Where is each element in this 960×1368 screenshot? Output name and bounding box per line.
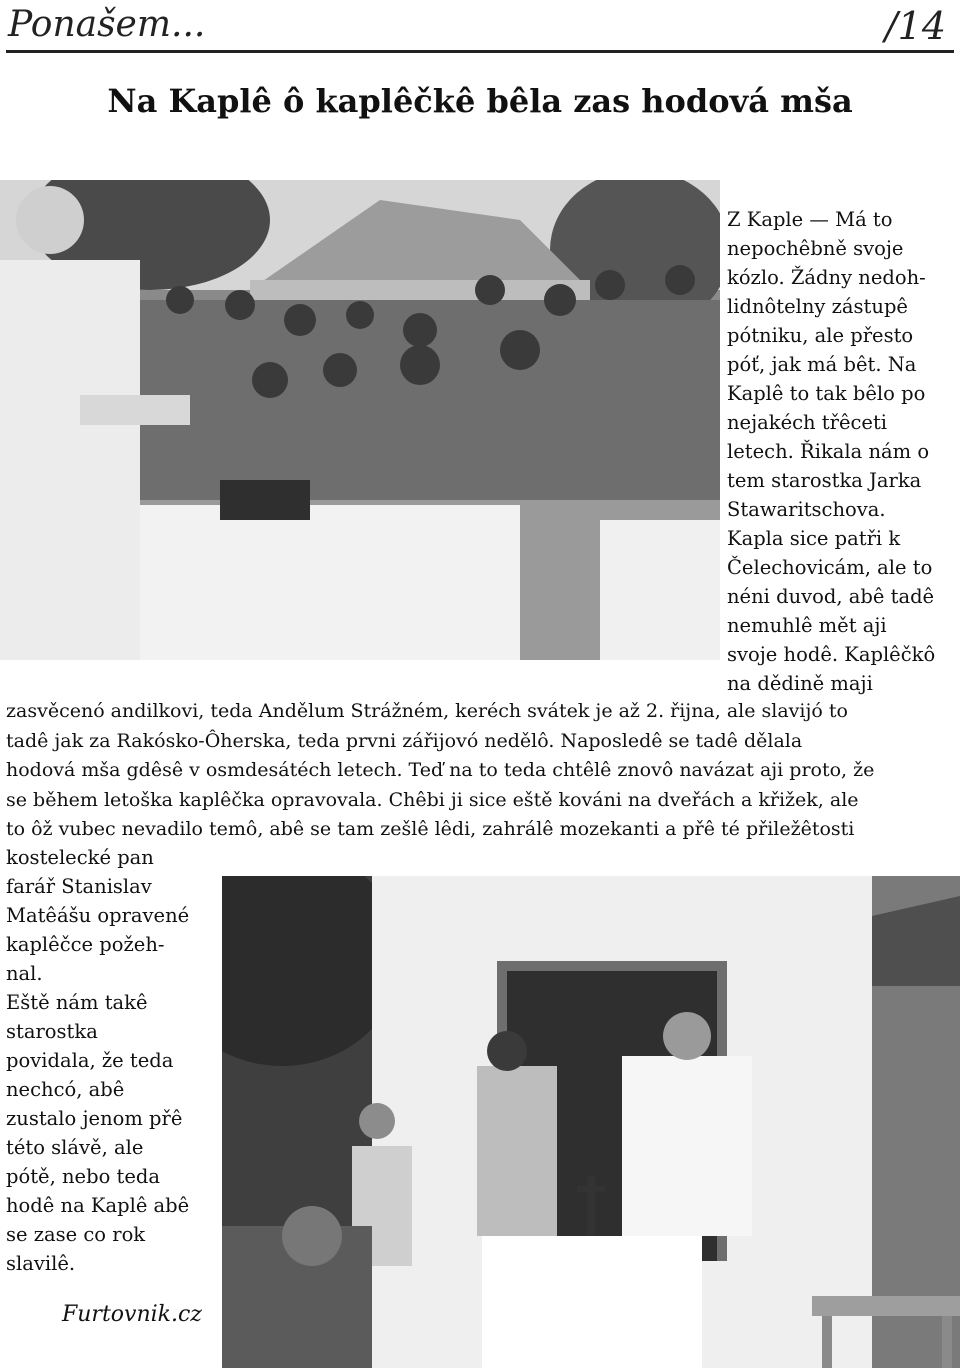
text-line: letech. Řikala nám o	[727, 440, 930, 463]
page-number: /14	[884, 4, 946, 48]
text-line: této slávě, ale	[6, 1136, 144, 1159]
text-line: Stawaritschova.	[727, 498, 886, 521]
text-line: póť, jak má bêt. Na	[727, 353, 917, 376]
text-line: Matêášu opravené	[6, 904, 190, 927]
text-line: nemuhlê mět aji	[727, 614, 887, 637]
article-title: Na Kaplê ô kaplêčkê bêla zas hodová mša	[107, 82, 853, 120]
text-line: na dědině maji	[727, 672, 873, 695]
text-line: slavilê.	[6, 1252, 76, 1275]
text-line: povidala, že teda	[6, 1049, 174, 1072]
text-line: kostelecké pan	[6, 846, 154, 869]
text-line: Čelechovicám, ale to	[727, 556, 933, 579]
text-line: nal.	[6, 962, 43, 985]
text-line: kaplêčce požeh-	[6, 933, 165, 956]
magazine-title: Ponašem...	[8, 4, 206, 45]
text-line: néni duvod, abê tadê	[727, 585, 935, 608]
text-line: starostka	[6, 1020, 98, 1043]
left-column-text	[6, 843, 211, 1278]
text-line: zustalo jenom přê	[6, 1107, 183, 1130]
text-line: nejakéch třêceti	[727, 411, 888, 434]
text-line: se během letoška kaplêčka opravovala. Chêbi ji sice eště kováni na dveřách a křižek, ale	[6, 788, 859, 811]
text-line: hodê na Kaplê abê	[6, 1194, 190, 1217]
page-header	[0, 0, 960, 60]
text-line: pótě, nebo teda	[6, 1165, 161, 1188]
full-width-text	[6, 697, 956, 845]
photo-outdoor-mass	[0, 180, 720, 660]
source-credit: Furtovnik.cz	[62, 1302, 202, 1327]
text-line: Z Kaple — Má to	[727, 208, 893, 231]
text-line: tem starostka Jarka	[727, 469, 922, 492]
text-line: zasvěcenó andilkovi, teda Andělum Strážném, keréch svátek je až 2. řijna, ale slavijó to	[6, 700, 848, 722]
text-line: se zase co rok	[6, 1223, 146, 1246]
text-line: Eště nám takê	[6, 991, 148, 1014]
right-column-text	[727, 205, 957, 698]
text-line: svoje hodê. Kaplêčkô	[727, 643, 936, 666]
text-line: Kapla sice patři k	[727, 527, 901, 550]
text-line: pótniku, ale přesto	[727, 324, 914, 347]
text-line: kózlo. Žádny nedoh-	[727, 266, 926, 289]
photo-chapel-mass	[222, 876, 960, 1368]
text-line: nepochêbně svoje	[727, 237, 904, 260]
text-line: to ôž vubec nevadilo temô, abê se tam zešlê lêdi, zahrálê mozekanti a přê té přiležêtosti	[6, 818, 855, 840]
header-rule	[6, 50, 954, 53]
text-line: Kaplê to tak bêlo po	[727, 382, 926, 405]
text-line: farář Stanislav	[6, 875, 152, 898]
text-line: nechcó, abê	[6, 1078, 125, 1101]
text-line: hodová mša gdêsê v osmdesátéch letech. Teď na to teda chtêlê znovô navázat aji proto, že	[6, 759, 875, 781]
text-line: lidnôtelny zástupê	[727, 295, 908, 318]
text-line: tadê jak za Rakósko-Ôherska, teda prvni zářijovó nedělô. Naposledê se tadê dělala	[6, 729, 803, 752]
